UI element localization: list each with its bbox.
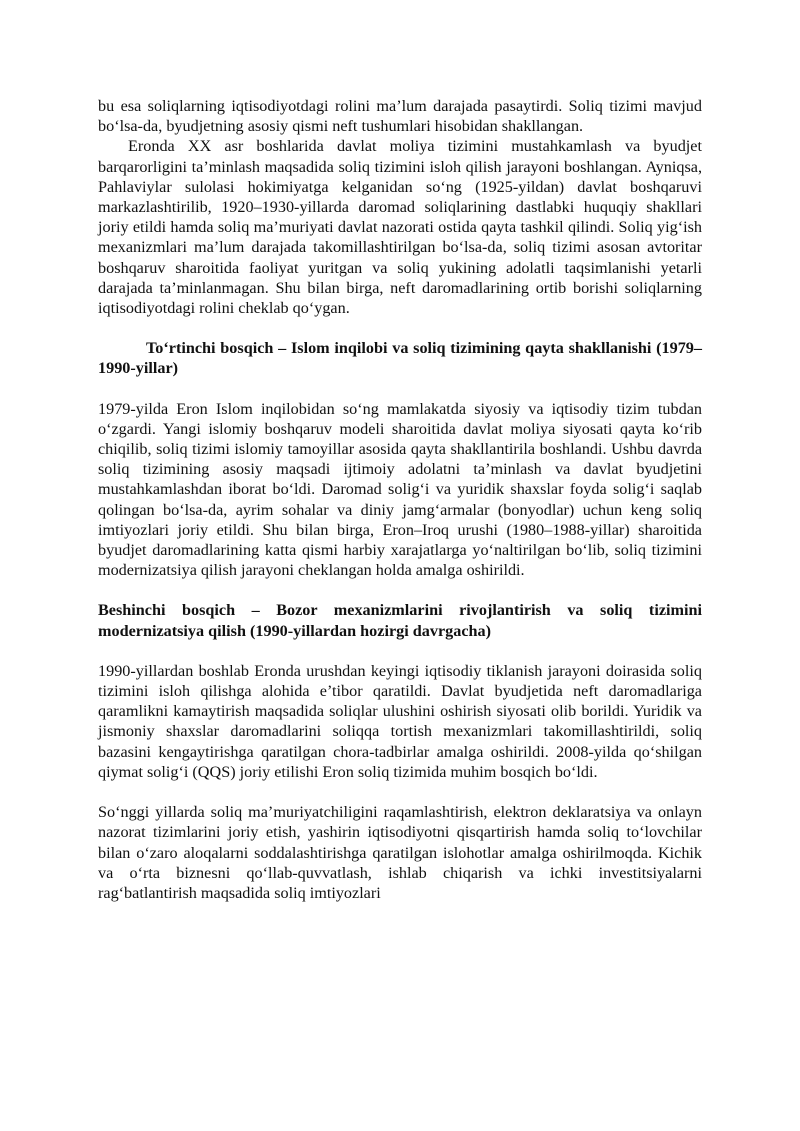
section-heading-fourth-stage: To‘rtinchi bosqich – Islom inqilobi va soliq tizimining qayta shakllanishi (1979–1990-yillar) [98,339,702,378]
document-page [98,96,702,903]
paragraph-recent-reforms: So‘nggi yillarda soliq ma’muriyatchiligini raqamlashtirish, elektron deklaratsiya va onlayn nazorat tizimlarini joriy etish, yashirin iqtisodiyotni qisqartirish hamda soliq to‘lovchilar bilan o‘zaro aloqalarni soddalashtirishga qaratilgan islohotlar amalga oshirilmoqda. Kichik va o‘rta biznesni qo‘llab-quvvatlash, ishlab chiqarish va ichki investitsiyalarni rag‘batlantirish maqsadida soliq imtiyozlari [98,803,702,902]
paragraph-pahlavi-era: Eronda XX asr boshlarida davlat moliya tizimini mustahkamlash va byudjet barqarorligini ta’minlash maqsadida soliq tizimini isloh qilish jarayoni boshlangan. Ayniqsa, Pahlaviylar sulolasi hokimiyatga kelganidan so‘ng (1925-yildan) davlat boshqaruvi markazlashtirilib, 1920–1930-yillarda daromad soliqlarining dastlabki huquqiy shakllari joriy etildi hamda soliq ma’muriyati davlat nazorati ostida qayta tashkil qilindi. Soliq yig‘ish mexanizmlari ma’lum darajada takomillashtirilgan bo‘lsa-da, soliq tizimi asosan avtoritar boshqaruv sharoitida faoliyat yuritgan va soliq yukining adolatli taqsimlanishi yetarli darajada ta’minlanmagan. Shu bilan birga, neft daromadlarining ortib borishi soliqlarning iqtisodiyotdagi rolini cheklab qo‘ygan. [98,137,702,318]
section-heading-fifth-stage: Beshinchi bosqich – Bozor mexanizmlarini rivojlantirish va soliq tizimini modernizatsiya qilish (1990-yillardan hozirgi davrgacha) [98,601,702,640]
paragraph-islamic-revolution: 1979-yilda Eron Islom inqilobidan so‘ng mamlakatda siyosiy va iqtisodiy tizim tubdan o‘zgardi. Yangi islomiy boshqaruv modeli sharoitida davlat moliya siyosati qayta ko‘rib chiqilib, soliq tizimi islomiy tamoyillar asosida qayta shakllantirila boshlandi. Ushbu davrda soliq tizimining asosiy maqsadi ijtimoiy adolatni ta’minlash va davlat byudjetini mustahkamlashdan iborat bo‘ldi. Daromad solig‘i va yuridik shaxslar foyda solig‘i saqlab qolingan bo‘lsa-da, ayrim sohalar va diniy jamg‘armalar (bonyodlar) uchun keng soliq imtiyozlari joriy etildi. Shu bilan birga, Eron–Iroq urushi (1980–1988-yillar) sharoitida byudjet daromadlarining katta qismi harbiy xarajatlarga yo‘naltirilgan bo‘lib, soliq tizimini modernizatsiya qilish jarayoni cheklangan holda amalga oshirildi. [98,399,702,580]
paragraph-post-war-reform: 1990-yillardan boshlab Eronda urushdan keyingi iqtisodiy tiklanish jarayoni doirasida soliq tizimini isloh qilishga alohida e’tibor qaratildi. Davlat byudjetida neft daromadlariga qaramlikni kamaytirish maqsadida soliqlar ulushini oshirish siyosati olib borildi. Yuridik va jismoniy shaxslar daromadlarini soliqqa tortish mexanizmlari takomillashtirildi, soliq bazasini kengaytirishga qaratilgan chora-tadbirlar amalga oshirildi. 2008-yilda qo‘shilgan qiymat solig‘i (QQS) joriy etilishi Eron soliq tizimida muhim bosqich bo‘ldi. [98,661,702,781]
paragraph-continuation: bu esa soliqlarning iqtisodiyotdagi rolini ma’lum darajada pasaytirdi. Soliq tizimi mavjud bo‘lsa-da, byudjetning asosiy qismi neft tushumlari hisobidan shakllangan. [98,97,702,136]
